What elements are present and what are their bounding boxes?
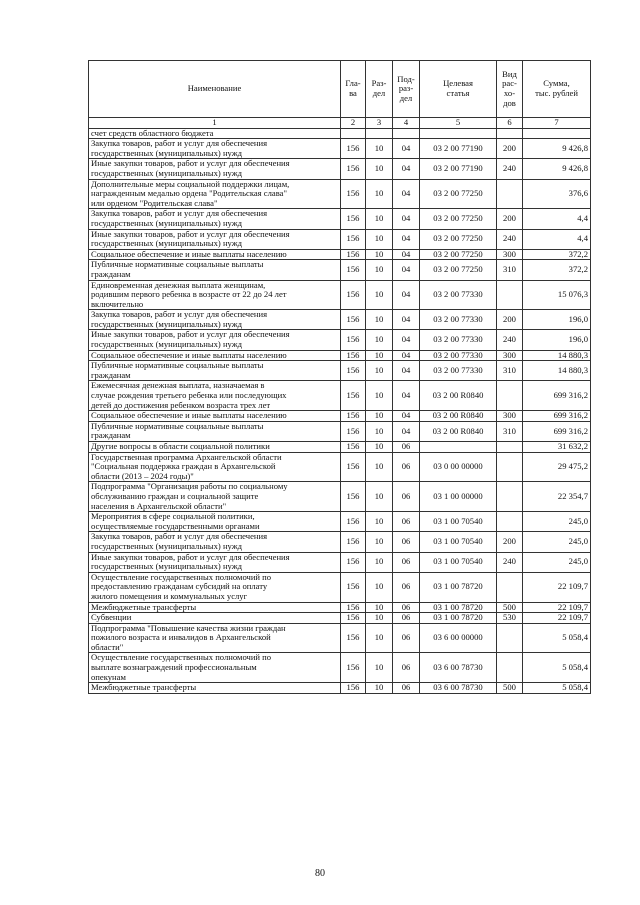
row-target-article: 03 1 00 78720: [420, 602, 497, 613]
row-chapter: 156: [341, 260, 366, 280]
row-name: Иные закупки товаров, работ и услуг для обеспечения государственных (муниципальных) нужд: [89, 552, 341, 572]
row-chapter: 156: [341, 361, 366, 381]
row-target-article: 03 1 00 78720: [420, 572, 497, 602]
row-section: 10: [366, 683, 393, 694]
table-row: [89, 361, 591, 381]
row-amount: 372,2: [523, 260, 591, 280]
row-subsection: 06: [393, 512, 420, 532]
row-name: Мероприятия в сфере социальной политики, осуществляемые государственными органами: [89, 512, 341, 532]
header-name: Наименование: [89, 61, 341, 118]
row-section: 10: [366, 452, 393, 482]
row-expense-type: [497, 381, 523, 411]
row-amount: 22 109,7: [523, 613, 591, 624]
row-subsection: 04: [393, 280, 420, 310]
row-section: 10: [366, 159, 393, 179]
table-row: [89, 249, 591, 260]
row-section: 10: [366, 653, 393, 683]
row-section: [366, 128, 393, 139]
row-amount: 9 426,8: [523, 139, 591, 159]
row-chapter: 156: [341, 512, 366, 532]
row-expense-type: 500: [497, 602, 523, 613]
row-name: Подпрограмма "Организация работы по социальному обслуживанию граждан и социальной защите населения в Архангельской области": [89, 482, 341, 512]
row-expense-type: [497, 128, 523, 139]
row-expense-type: 300: [497, 350, 523, 361]
row-subsection: 04: [393, 411, 420, 422]
row-subsection: 06: [393, 572, 420, 602]
row-subsection: 04: [393, 229, 420, 249]
row-subsection: 06: [393, 452, 420, 482]
table-row: [89, 653, 591, 683]
row-target-article: 03 1 00 70540: [420, 512, 497, 532]
row-name: Социальное обеспечение и иные выплаты населению: [89, 350, 341, 361]
row-name: Подпрограмма "Повышение качества жизни граждан пожилого возраста и инвалидов в Архангельской области": [89, 623, 341, 653]
row-section: 10: [366, 512, 393, 532]
row-section: 10: [366, 139, 393, 159]
row-amount: 14 880,3: [523, 361, 591, 381]
row-subsection: 04: [393, 179, 420, 209]
row-name: Социальное обеспечение и иные выплаты населению: [89, 249, 341, 260]
table-row: [89, 572, 591, 602]
row-amount: 245,0: [523, 512, 591, 532]
row-expense-type: 500: [497, 683, 523, 694]
table-row: [89, 229, 591, 249]
row-subsection: 04: [393, 159, 420, 179]
row-expense-type: [497, 653, 523, 683]
row-chapter: 156: [341, 139, 366, 159]
row-amount: 9 426,8: [523, 159, 591, 179]
row-expense-type: 310: [497, 260, 523, 280]
row-name: Осуществление государственных полномочий по выплате вознаграждений профессиональным опекунам: [89, 653, 341, 683]
row-target-article: 03 2 00 77330: [420, 280, 497, 310]
row-expense-type: 200: [497, 209, 523, 229]
row-amount: 5 058,4: [523, 683, 591, 694]
row-name: Закупка товаров, работ и услуг для обеспечения государственных (муниципальных) нужд: [89, 532, 341, 552]
row-expense-type: 530: [497, 613, 523, 624]
row-target-article: 03 0 00 00000: [420, 452, 497, 482]
row-expense-type: 200: [497, 310, 523, 330]
row-amount: 29 475,2: [523, 452, 591, 482]
row-subsection: 06: [393, 653, 420, 683]
column-number-row: [89, 118, 591, 129]
row-target-article: 03 1 00 78720: [420, 613, 497, 624]
header-expense-type: Вид рас- хо- дов: [497, 61, 523, 118]
row-name: Закупка товаров, работ и услуг для обеспечения государственных (муниципальных) нужд: [89, 139, 341, 159]
row-section: 10: [366, 310, 393, 330]
row-amount: 5 058,4: [523, 653, 591, 683]
table-row: [89, 552, 591, 572]
row-target-article: [420, 128, 497, 139]
row-chapter: 156: [341, 280, 366, 310]
row-target-article: 03 2 00 77250: [420, 179, 497, 209]
row-amount: 699 316,2: [523, 381, 591, 411]
table-row: [89, 442, 591, 453]
row-expense-type: 310: [497, 361, 523, 381]
row-amount: 15 076,3: [523, 280, 591, 310]
row-name: Межбюджетные трансферты: [89, 683, 341, 694]
row-target-article: 03 2 00 R0840: [420, 381, 497, 411]
row-target-article: 03 2 00 77330: [420, 361, 497, 381]
row-name: Государственная программа Архангельской области "Социальная поддержка граждан в Архангельской области (2013 – 2024 годы)": [89, 452, 341, 482]
row-chapter: 156: [341, 482, 366, 512]
row-amount: 196,0: [523, 310, 591, 330]
table-row: [89, 310, 591, 330]
row-name: Другие вопросы в области социальной политики: [89, 442, 341, 453]
column-number: 6: [497, 118, 523, 129]
row-name: Публичные нормативные социальные выплаты гражданам: [89, 421, 341, 441]
table-row: [89, 613, 591, 624]
row-section: 10: [366, 361, 393, 381]
row-chapter: 156: [341, 572, 366, 602]
row-target-article: 03 6 00 78730: [420, 653, 497, 683]
row-chapter: 156: [341, 653, 366, 683]
page-number: 80: [315, 868, 325, 879]
table-row: [89, 482, 591, 512]
table-row: [89, 209, 591, 229]
row-name: счет средств областного бюджета: [89, 128, 341, 139]
row-target-article: 03 2 00 77330: [420, 330, 497, 350]
row-expense-type: [497, 280, 523, 310]
row-subsection: 04: [393, 260, 420, 280]
row-amount: 14 880,3: [523, 350, 591, 361]
row-chapter: 156: [341, 411, 366, 422]
table-row: [89, 260, 591, 280]
row-section: 10: [366, 411, 393, 422]
table-row: [89, 602, 591, 613]
row-section: 10: [366, 249, 393, 260]
column-number: 5: [420, 118, 497, 129]
row-expense-type: 300: [497, 411, 523, 422]
row-amount: 196,0: [523, 330, 591, 350]
row-chapter: 156: [341, 532, 366, 552]
table-row: [89, 452, 591, 482]
row-section: 10: [366, 330, 393, 350]
row-amount: 22 354,7: [523, 482, 591, 512]
row-chapter: 156: [341, 350, 366, 361]
row-chapter: 156: [341, 683, 366, 694]
row-expense-type: [497, 482, 523, 512]
row-section: 10: [366, 442, 393, 453]
row-chapter: 156: [341, 229, 366, 249]
table-row: [89, 139, 591, 159]
row-name: Субвенции: [89, 613, 341, 624]
row-expense-type: 200: [497, 139, 523, 159]
row-chapter: 156: [341, 442, 366, 453]
budget-table: [88, 60, 591, 694]
row-target-article: 03 2 00 77250: [420, 260, 497, 280]
row-expense-type: [497, 442, 523, 453]
header-row: [89, 61, 591, 118]
row-subsection: 06: [393, 532, 420, 552]
column-number: 4: [393, 118, 420, 129]
row-amount: 372,2: [523, 249, 591, 260]
row-subsection: 06: [393, 613, 420, 624]
column-number: 1: [89, 118, 341, 129]
row-chapter: 156: [341, 613, 366, 624]
row-subsection: 04: [393, 139, 420, 159]
column-number: 2: [341, 118, 366, 129]
row-name: Социальное обеспечение и иные выплаты населению: [89, 411, 341, 422]
row-name: Публичные нормативные социальные выплаты гражданам: [89, 361, 341, 381]
row-target-article: 03 1 00 00000: [420, 482, 497, 512]
row-subsection: 04: [393, 381, 420, 411]
row-subsection: 04: [393, 350, 420, 361]
row-target-article: [420, 442, 497, 453]
row-target-article: 03 2 00 77330: [420, 350, 497, 361]
row-amount: 376,6: [523, 179, 591, 209]
row-section: 10: [366, 613, 393, 624]
row-target-article: 03 2 00 77190: [420, 159, 497, 179]
row-chapter: 156: [341, 159, 366, 179]
table-body: [89, 128, 591, 693]
row-name: Дополнительные меры социальной поддержки лицам, награжденным медалью ордена "Родительская слава" или орденом "Родительская слава": [89, 179, 341, 209]
row-amount: 699 316,2: [523, 421, 591, 441]
table-row: [89, 532, 591, 552]
row-chapter: [341, 128, 366, 139]
row-target-article: 03 2 00 77250: [420, 209, 497, 229]
row-target-article: 03 2 00 R0840: [420, 411, 497, 422]
row-expense-type: 300: [497, 249, 523, 260]
row-subsection: 06: [393, 623, 420, 653]
row-subsection: 04: [393, 330, 420, 350]
row-name: Публичные нормативные социальные выплаты гражданам: [89, 260, 341, 280]
row-target-article: 03 6 00 00000: [420, 623, 497, 653]
row-expense-type: 240: [497, 229, 523, 249]
row-chapter: 156: [341, 623, 366, 653]
row-subsection: [393, 128, 420, 139]
row-expense-type: 240: [497, 330, 523, 350]
row-subsection: 04: [393, 361, 420, 381]
row-section: 10: [366, 350, 393, 361]
row-section: 10: [366, 623, 393, 653]
row-expense-type: 200: [497, 532, 523, 552]
row-expense-type: [497, 512, 523, 532]
row-chapter: 156: [341, 209, 366, 229]
row-name: Межбюджетные трансферты: [89, 602, 341, 613]
row-section: 10: [366, 552, 393, 572]
header-section: Раз- дел: [366, 61, 393, 118]
row-chapter: 156: [341, 381, 366, 411]
table-row: [89, 411, 591, 422]
row-section: 10: [366, 572, 393, 602]
row-expense-type: 310: [497, 421, 523, 441]
row-subsection: 06: [393, 602, 420, 613]
row-section: 10: [366, 179, 393, 209]
row-target-article: 03 1 00 70540: [420, 552, 497, 572]
table-row: [89, 683, 591, 694]
row-target-article: 03 2 00 77330: [420, 310, 497, 330]
table-row: [89, 421, 591, 441]
row-chapter: 156: [341, 249, 366, 260]
row-target-article: 03 6 00 78730: [420, 683, 497, 694]
row-amount: 22 109,7: [523, 602, 591, 613]
row-amount: 699 316,2: [523, 411, 591, 422]
table-row: [89, 623, 591, 653]
row-expense-type: [497, 623, 523, 653]
row-name: Закупка товаров, работ и услуг для обеспечения государственных (муниципальных) нужд: [89, 209, 341, 229]
row-section: 10: [366, 229, 393, 249]
row-chapter: 156: [341, 452, 366, 482]
row-name: Иные закупки товаров, работ и услуг для обеспечения государственных (муниципальных) нужд: [89, 330, 341, 350]
row-section: 10: [366, 602, 393, 613]
row-chapter: 156: [341, 330, 366, 350]
row-target-article: 03 2 00 77250: [420, 229, 497, 249]
row-expense-type: [497, 179, 523, 209]
row-amount: [523, 128, 591, 139]
table-row: [89, 159, 591, 179]
row-section: 10: [366, 280, 393, 310]
row-subsection: 04: [393, 310, 420, 330]
row-subsection: 04: [393, 209, 420, 229]
row-amount: 22 109,7: [523, 572, 591, 602]
row-chapter: 156: [341, 552, 366, 572]
row-chapter: 156: [341, 421, 366, 441]
row-chapter: 156: [341, 179, 366, 209]
table-row: [89, 350, 591, 361]
row-amount: 31 632,2: [523, 442, 591, 453]
row-subsection: 06: [393, 683, 420, 694]
row-target-article: 03 2 00 77250: [420, 249, 497, 260]
row-name: Осуществление государственных полномочий по предоставлению гражданам субсидий на оплату жилого помещения и коммунальных услуг: [89, 572, 341, 602]
row-name: Иные закупки товаров, работ и услуг для обеспечения государственных (муниципальных) нужд: [89, 229, 341, 249]
row-amount: 5 058,4: [523, 623, 591, 653]
header-target: Целевая статья: [420, 61, 497, 118]
table-row: [89, 512, 591, 532]
row-chapter: 156: [341, 602, 366, 613]
row-expense-type: 240: [497, 159, 523, 179]
row-subsection: 06: [393, 552, 420, 572]
row-subsection: 04: [393, 249, 420, 260]
row-target-article: 03 1 00 70540: [420, 532, 497, 552]
header-amount: Сумма, тыс. рублей: [523, 61, 591, 118]
column-number: 3: [366, 118, 393, 129]
row-amount: 245,0: [523, 552, 591, 572]
row-section: 10: [366, 532, 393, 552]
row-section: 10: [366, 482, 393, 512]
row-expense-type: [497, 452, 523, 482]
row-expense-type: 240: [497, 552, 523, 572]
row-section: 10: [366, 421, 393, 441]
table-row: [89, 179, 591, 209]
header-chapter: Гла- ва: [341, 61, 366, 118]
row-name: Единовременная денежная выплата женщинам, родившим первого ребенка в возрасте от 22 до 24 лет включительно: [89, 280, 341, 310]
row-amount: 245,0: [523, 532, 591, 552]
row-subsection: 06: [393, 482, 420, 512]
row-subsection: 04: [393, 421, 420, 441]
row-name: Закупка товаров, работ и услуг для обеспечения государственных (муниципальных) нужд: [89, 310, 341, 330]
table-row: [89, 330, 591, 350]
row-name: Иные закупки товаров, работ и услуг для обеспечения государственных (муниципальных) нужд: [89, 159, 341, 179]
row-section: 10: [366, 260, 393, 280]
column-number: 7: [523, 118, 591, 129]
table-row: [89, 280, 591, 310]
table-row: [89, 381, 591, 411]
row-amount: 4,4: [523, 229, 591, 249]
row-subsection: 06: [393, 442, 420, 453]
row-amount: 4,4: [523, 209, 591, 229]
row-chapter: 156: [341, 310, 366, 330]
row-expense-type: [497, 572, 523, 602]
table-row: [89, 128, 591, 139]
row-section: 10: [366, 209, 393, 229]
row-name: Ежемесячная денежная выплата, назначаемая в случае рождения третьего ребенка или последующих детей до достижения ребенком возраста трех лет: [89, 381, 341, 411]
header-subsection: Под- раз- дел: [393, 61, 420, 118]
row-target-article: 03 2 00 77190: [420, 139, 497, 159]
row-target-article: 03 2 00 R0840: [420, 421, 497, 441]
row-section: 10: [366, 381, 393, 411]
